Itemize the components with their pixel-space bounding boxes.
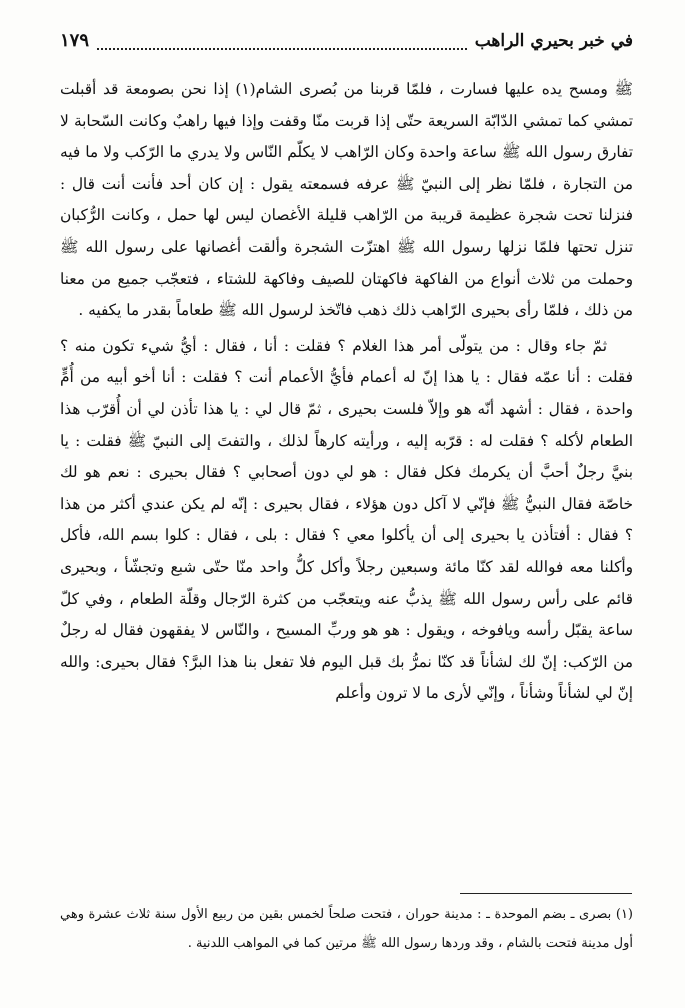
- footnote: [60, 900, 633, 958]
- running-title: في خبر بحيري الراهب: [474, 31, 633, 51]
- header-dot-leader: [97, 36, 467, 50]
- paragraph: ﷺ ومسح يده عليها فسارت ، فلمّا قربنا من بُصرى الشام(١) إذا نحن بصومعة قد أقبلت تمشي كما تمشي الدّابّة السريعة حتّى إذا قربت منّا وقفت وإذا فيها راهبٌ وكانت السّحابة لا تفارق رسول الله ﷺ ساعة واحدة وكان الرّاهب لا يكلّم النّاس ولا يدري ما الرّكب ولا ما فيه من التجارة ، فلمّا نظر إلى النبيّ ﷺ عرفه فسمعته يقول : إن كان أحد فأنت أنت قال : فنزلنا تحت شجرة عظيمة قريبة من الرّاهب قليلة الأغصان ليس لها حمل ، وكانت الرُّكبان تنزل تحتها فلمّا نزلها رسول الله ﷺ اهتزّت الشجرة وألقت أغصانها على رسول الله ﷺ وحملت من ثلاث أنواع من الفاكهة فاكهتان للصيف وفاكهة للشتاء ، فتعجّب جميع من معنا من ذلك ، فلمّا رأى بحيرى الرّاهب ذلك ذهب فاتّخذ لرسول الله ﷺ طعاماً بقدر ما يكفيه .: [60, 80, 633, 320]
- main-text: [60, 74, 633, 710]
- footnote-text: (١) بصرى ـ بضم الموحدة ـ : مدينة حوران ، فتحت صلحاً لخمس بقين من ربيع الأول سنة ثلاث عشرة وهي أول مدينة فتحت بالشام ، وقد وردها رسول الله ﷺ مرتين كما في المواهب اللدنية .: [60, 907, 633, 951]
- paragraph: ثمّ جاء وقال : من يتولّى أمر هذا الغلام ؟ فقلت : أنا ، فقال : أيُّ شيء تكون منه ؟ فقلت : أنا عمّه فقال : يا هذا إنّ له أعمام فأيُّ الأعمام أنت ؟ فقلت : أنا أخو أبيه من أُمٍّ واحدة ، فقال : أشهد أنّه هو وإلاّ فلست بحيرى ، ثمّ قال لي : يا هذا تأذن لي أن أُقرّب هذا الطعام لأكله ؟ فقلت له : قرّبه إليه ، ورأيته كارهاً لذلك ، والتفتَ إلى النبيّ ﷺ فقلت : يا بنيَّ رجلٌ أحبَّ أن يكرمك فكل فقال : هو لي دون أصحابي ؟ فقال بحيرى : نعم هو لك خاصّة فقال النبيُّ ﷺ فإنّي لا آكل دون هؤلاء ، فقال بحيرى : إنّه لم يكن عندي أكثر من هذا ؟ فقال : أفتأذن يا بحيرى إلى أن يأكلوا معي ؟ فقال : بلى ، فقال : كلوا بسم الله، فأكل وأكلنا معه فوالله لقد كنّا مائة وسبعين رجلاً وأكل كلُّ واحد منّا حتّى شبع وتجشّأ ، وبحيرى قائم على رأس رسول الله ﷺ يذبُّ عنه ويتعجّب من كثرة الرّجال وقلّة الطعام ، وفي كلّ ساعة يقبّل رأسه ويافوخه ، ويقول : هو هو وربِّ المسيح ، والنّاس لا يفقهون فقال له رجلٌ من الرّكب: إنّ لك لشأناً قد كنّا نمرُّ بك قبل اليوم فلا تفعل بنا هذا البرَّ؟ فقال بحيرى: والله إنّ لي لشأناً وشأناً ، وإنّي لأرى ما لا ترون وأعلم: [60, 336, 633, 703]
- footnote-divider: [460, 893, 632, 894]
- page-number: ١٧٩: [60, 30, 90, 51]
- page-header: [60, 30, 633, 56]
